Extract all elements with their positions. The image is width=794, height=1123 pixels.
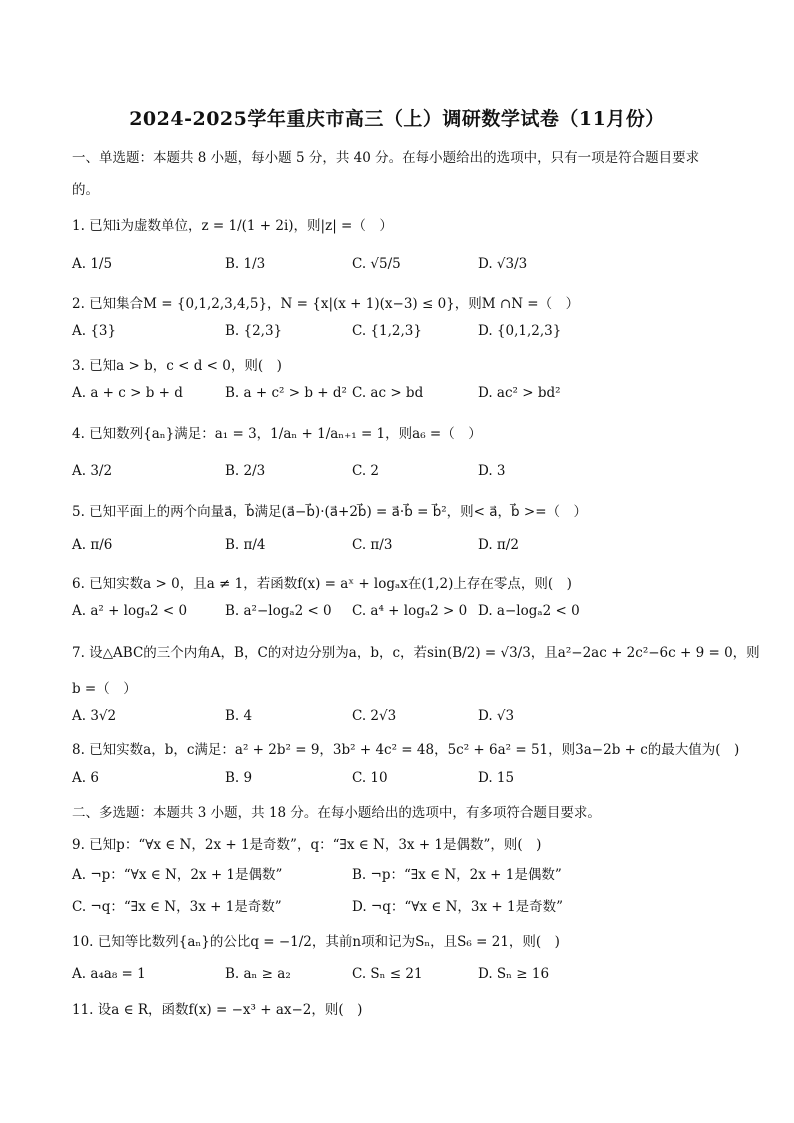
question-5-stem: 5. 已知平面上的两个向量a⃗，b⃗满足(a⃗−b⃗)·(a⃗+2b⃗) = a⃗·b⃗ = b⃗²，则< a⃗，b⃗ >=（ ）	[72, 504, 588, 520]
question-11-stem: 11. 设a ∈ R，函数f(x) = −x³ + ax−2，则( )	[72, 1002, 363, 1018]
q3-option-d: D. ac² > bd²	[478, 385, 561, 401]
q2-option-a: A. {3}	[72, 323, 117, 339]
q1-option-b: B. 1/3	[225, 256, 266, 272]
q10-option-a: A. a₄a₈ = 1	[72, 966, 146, 982]
q5-option-c: C. π/3	[352, 537, 393, 553]
q6-option-c: C. a⁴ + logₐ2 > 0	[352, 603, 468, 619]
q6-option-b: B. a²−logₐ2 < 0	[225, 603, 332, 619]
q9-option-d: D. ¬q：“∀x ∈ N，3x + 1是奇数”	[352, 899, 564, 915]
q1-option-a: A. 1/5	[72, 256, 113, 272]
q9-option-b: B. ¬p：“∃x ∈ N，2x + 1是偶数”	[352, 867, 562, 883]
section2-heading: 二、多选题：本题共 3 小题，共 18 分。在每小题给出的选项中，有多项符合题目要求。	[72, 805, 601, 821]
question-1-stem: 1. 已知i为虚数单位，z = 1/(1 + 2i)，则|z| =（ ）	[72, 218, 393, 234]
q3-option-a: A. a + c > b + d	[72, 385, 183, 401]
q10-option-b: B. aₙ ≥ a₂	[225, 966, 291, 982]
q7-option-b: B. 4	[225, 708, 253, 724]
q7-option-a: A. 3√2	[72, 708, 117, 724]
q4-option-a: A. 3/2	[72, 463, 113, 479]
q4-option-b: B. 2/3	[225, 463, 266, 479]
q1-option-d: D. √3/3	[478, 256, 528, 272]
question-2-stem: 2. 已知集合M = {0,1,2,3,4,5}，N = {x|(x + 1)(x−3) ≤ 0}，则M ∩N =（ ）	[72, 296, 580, 312]
question-7-stem: 7. 设△ABC的三个内角A，B，C的对边分别为a，b，c，若sin(B/2) = √3/3，且a²−2ac + 2c²−6c + 9 = 0，则	[72, 645, 760, 661]
q9-option-a: A. ¬p：“∀x ∈ N，2x + 1是偶数”	[72, 867, 283, 883]
q1-option-c: C. √5/5	[352, 256, 401, 272]
q10-option-d: D. Sₙ ≥ 16	[478, 966, 550, 982]
q3-option-b: B. a + c² > b + d²	[225, 385, 347, 401]
q9-option-c: C. ¬q：“∃x ∈ N，3x + 1是奇数”	[72, 899, 282, 915]
q10-option-c: C. Sₙ ≤ 21	[352, 966, 423, 982]
page-title: 2024-2025学年重庆市高三（上）调研数学试卷（11月份）	[129, 108, 665, 130]
q8-option-c: C. 10	[352, 770, 388, 786]
section1-heading-cont: 的。	[72, 182, 99, 198]
question-4-stem: 4. 已知数列{aₙ}满足：a₁ = 3，1/aₙ + 1/aₙ₊₁ = 1，则a₆ =（ ）	[72, 426, 482, 442]
q8-option-a: A. 6	[72, 770, 99, 786]
q7-option-c: C. 2√3	[352, 708, 397, 724]
question-8-stem: 8. 已知实数a，b，c满足：a² + 2b² = 9，3b² + 4c² = 48，5c² + 6a² = 51，则3a−2b + c的最大值为( )	[72, 742, 740, 758]
q6-option-a: A. a² + logₐ2 < 0	[72, 603, 188, 619]
q4-option-c: C. 2	[352, 463, 380, 479]
q5-option-d: D. π/2	[478, 537, 519, 553]
q2-option-d: D. {0,1,2,3}	[478, 323, 562, 339]
question-9-stem: 9. 已知p：“∀x ∈ N，2x + 1是奇数”，q：“∃x ∈ N，3x + 1是偶数”，则( )	[72, 837, 542, 853]
q2-option-b: B. {2,3}	[225, 323, 283, 339]
question-3-stem: 3. 已知a > b，c < d < 0，则( )	[72, 358, 282, 374]
q2-option-c: C. {1,2,3}	[352, 323, 422, 339]
section1-heading: 一、单选题：本题共 8 小题，每小题 5 分，共 40 分。在每小题给出的选项中，只有一项是符合题目要求	[72, 150, 700, 166]
q7-option-d: D. √3	[478, 708, 515, 724]
q8-option-d: D. 15	[478, 770, 515, 786]
q5-option-b: B. π/4	[225, 537, 266, 553]
q3-option-c: C. ac > bd	[352, 385, 424, 401]
q5-option-a: A. π/6	[72, 537, 113, 553]
q6-option-d: D. a−logₐ2 < 0	[478, 603, 580, 619]
question-7-stem-cont: b =（ ）	[72, 681, 137, 697]
q8-option-b: B. 9	[225, 770, 253, 786]
question-10-stem: 10. 已知等比数列{aₙ}的公比q = −1/2，其前n项和记为Sₙ，且S₆ = 21，则( )	[72, 934, 560, 950]
question-6-stem: 6. 已知实数a > 0，且a ≠ 1，若函数f(x) = aˣ + logₐx在(1,2)上存在零点，则( )	[72, 576, 572, 592]
q4-option-d: D. 3	[478, 463, 506, 479]
